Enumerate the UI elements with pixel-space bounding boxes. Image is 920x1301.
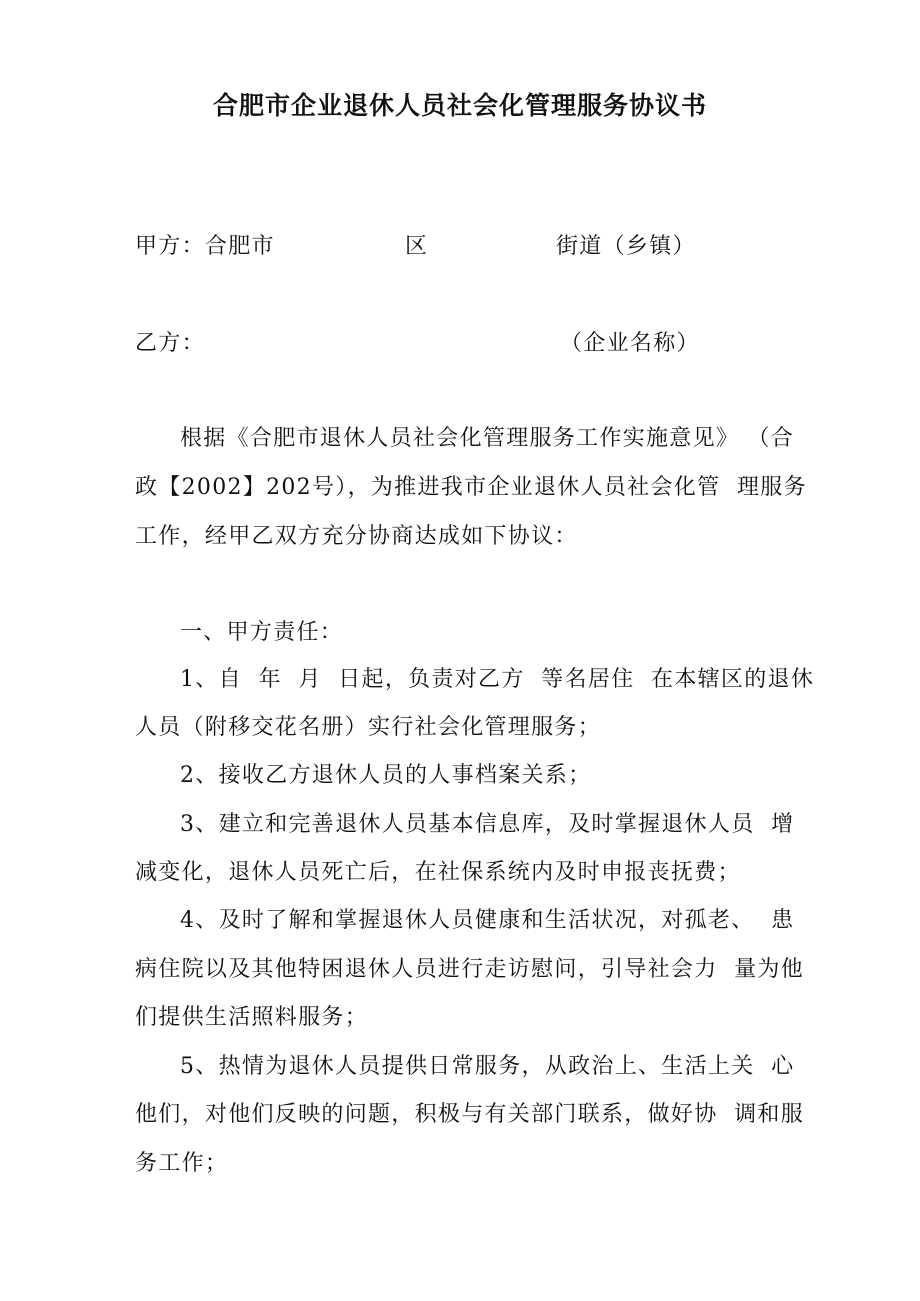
party-a-label: 甲方：合肥市 (135, 234, 275, 259)
preamble-line: 根据《合肥市退休人员社会化管理服务工作实施意见》 （合 (180, 426, 795, 451)
clause-line: 3、建立和完善退休人员基本信息库，及时掌握退休人员 增 (180, 812, 795, 837)
clause-line: 2、接收乙方退休人员的人事档案关系； (180, 763, 592, 788)
party-b-label: 乙方： (135, 331, 205, 356)
clause-line: 减变化，退休人员死亡后，在社保系统内及时申报丧抚费； (135, 860, 741, 885)
clause-line: 5、热情为退休人员提供日常服务，从政治上、生活上关 心 (180, 1054, 795, 1079)
clause-line: 他们，对他们反映的问题，积极与有关部门联系，做好协 调和服 (135, 1102, 804, 1127)
clause-line: 1、自 年 月 日起，负责对乙方 等名居住 在本辖区的退休 (180, 667, 815, 692)
party-b-company: （企业名称） (560, 331, 700, 356)
clause-line: 务工作； (135, 1151, 229, 1176)
document-title: 合肥市企业退休人员社会化管理服务协议书 (212, 91, 707, 120)
preamble-line: 工作，经甲乙双方充分协商达成如下协议： (135, 524, 578, 549)
clause-line: 人员（附移交花名册）实行社会化管理服务； (135, 715, 602, 740)
preamble-line: 政【2002】202号），为推进我市企业退休人员社会化管 理服务 (135, 475, 807, 500)
section-heading: 一、甲方责任： (180, 620, 344, 645)
clause-line: 们提供生活照料服务； (135, 1005, 369, 1030)
party-a-district: 区 (405, 234, 429, 259)
clause-line: 4、及时了解和掌握退休人员健康和生活状况，对孤老、 患 (180, 908, 795, 933)
party-a-street: 街道（乡镇） (556, 234, 696, 259)
clause-line: 病住院以及其他特困退休人员进行走访慰问，引导社会力 量为他 (135, 957, 804, 982)
